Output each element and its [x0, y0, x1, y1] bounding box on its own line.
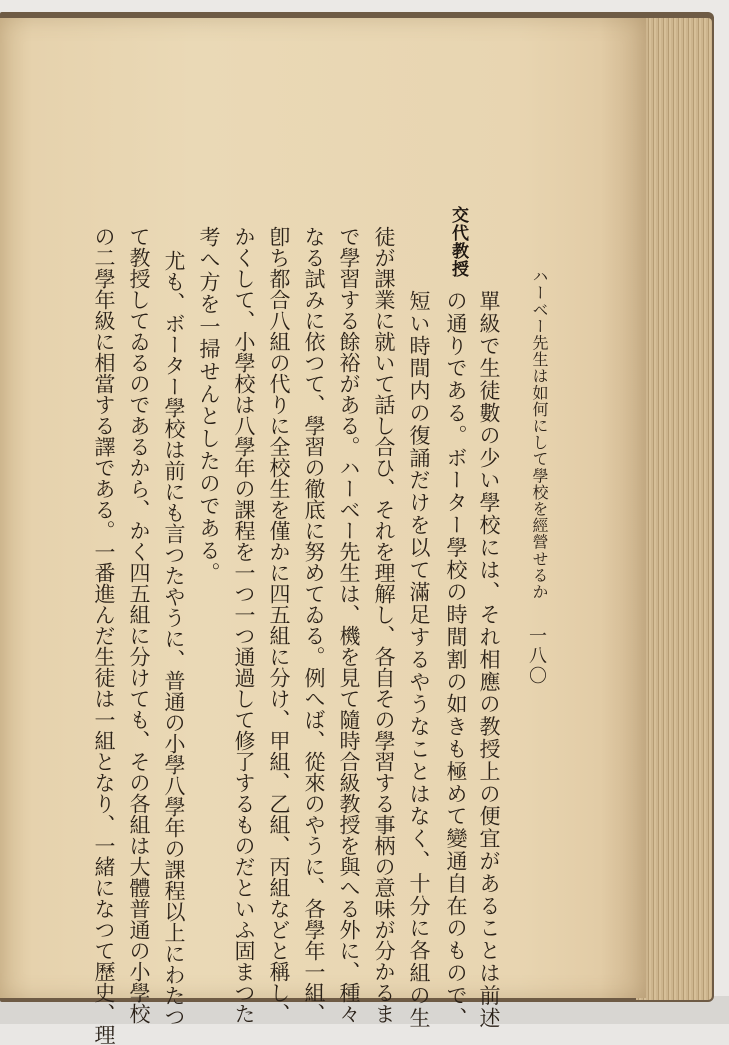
- text-column: 短い時間内の復誦だけを以て滿足するやうなことはなく、十分に各組の生: [407, 290, 431, 1030]
- page-number: 一八〇: [526, 626, 547, 686]
- text-column: て教授してゐるのであるから、かく四五組に分けても、その各組は大體普通の小學校: [127, 226, 151, 1024]
- page-gutter-shade: [600, 18, 646, 998]
- text-column: の通りである。ボーター學校の時間割の如きも極めて變通自在のもので、: [444, 290, 468, 1030]
- text-column: なる試みに依つて、學習の徹底に努めてゐる。例へば、從來のやうに、各學年一組、: [302, 226, 326, 1024]
- text-column: の二學年級に相當する譯である。一番進んだ生徒は一組となり、一緒になつて歷史、理: [92, 226, 116, 1045]
- side-heading: 交代教授: [448, 206, 468, 278]
- text-column: で學習する餘裕がある。ハーベー先生は、機を見て隨時合級教授を與へる外に、種々: [337, 226, 361, 1024]
- text-column: かくして、小學校は八學年の課程を一つ一つ通過して修了するものだといふ固まつた: [232, 226, 256, 1024]
- text-column: 尤も、ボーター學校は前にも言つたやうに、普通の小學八學年の課程以上にわたつ: [162, 250, 186, 1027]
- text-column: 單級で生徒數の少い學校には、それ相應の教授上の便宜があることは前述: [477, 290, 501, 1030]
- text-column: 考へ方を一掃せんとしたのである。: [197, 226, 221, 585]
- text-column: 卽ち都合八組の代りに全校生を僅かに四五組に分け、甲組、乙組、丙組などと稱し、: [267, 226, 291, 1024]
- page-edges: [636, 18, 712, 1000]
- text-column: 徒が課業に就いて話し合ひ、それを理解し、各自その學習する事柄の意味が分かるま: [372, 226, 396, 1024]
- running-head: ハーベー先生は如何にして學校を經營せるか: [530, 268, 549, 600]
